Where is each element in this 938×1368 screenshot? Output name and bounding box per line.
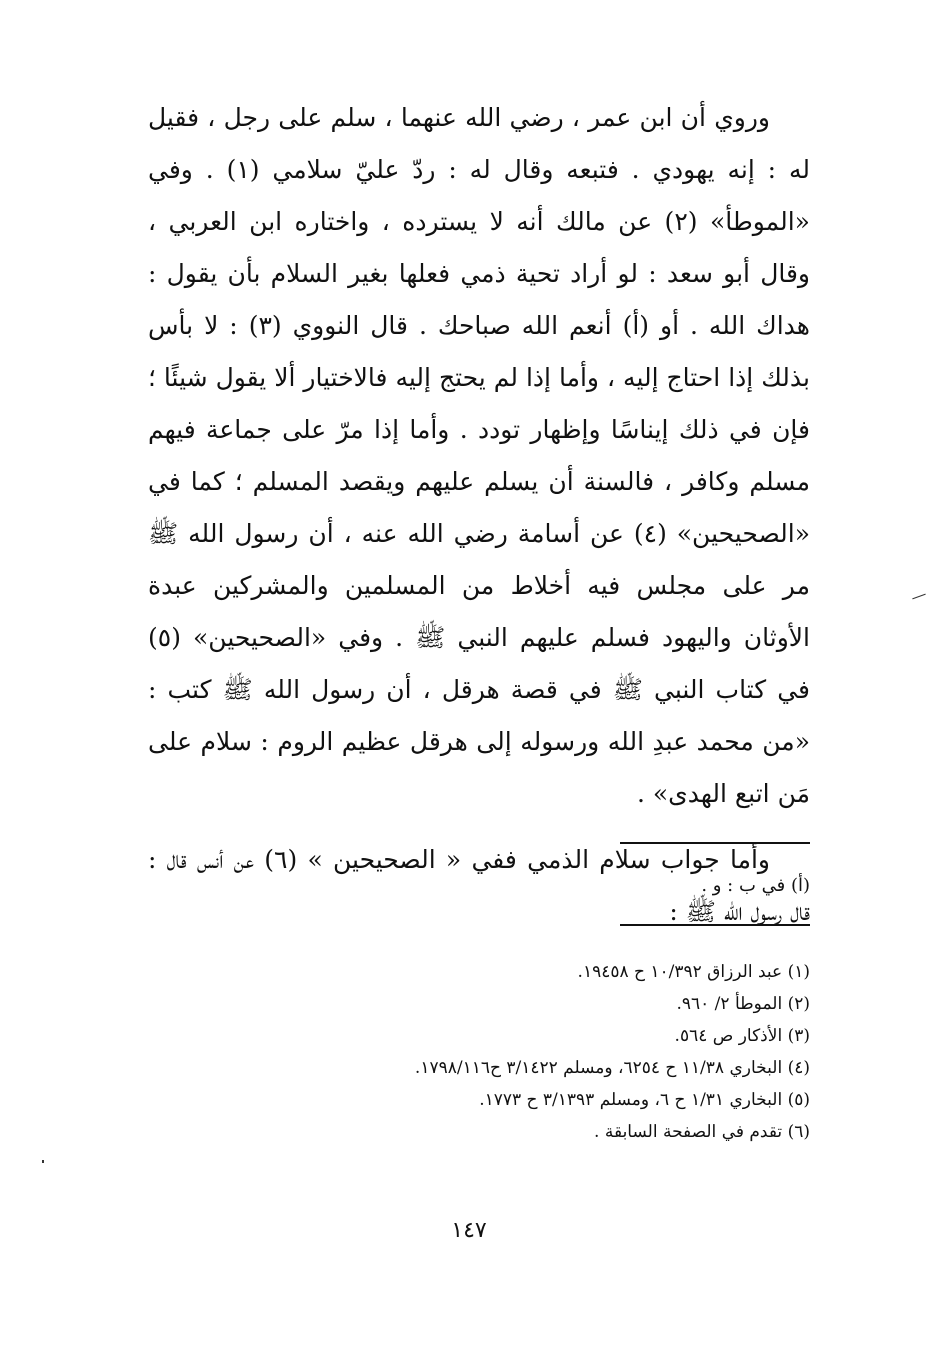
footnotes-list <box>250 956 810 1148</box>
footnote-item: (٦) تقدم في الصفحة السابقة . <box>594 1122 810 1142</box>
footnote-separator <box>620 924 810 926</box>
page-number: ١٤٧ <box>451 1218 487 1243</box>
scan-mark <box>912 594 925 600</box>
footnote-item: (٣) الأذكار ص ٥٦٤. <box>674 1026 810 1046</box>
main-text <box>148 92 810 938</box>
variant-note: (أ) في ب : و . <box>701 875 810 896</box>
footnote-item: (١) عبد الرزاق ١٠/٣٩٢ ح ١٩٤٥٨. <box>577 962 810 982</box>
scan-mark <box>42 1160 44 1163</box>
paragraph-1: وروي أن ابن عمر ، رضي الله عنهما ، سلم على رجل ، فقيل له : إنه يهودي . فتبعه وقال له : ردّ عليّ سلامي (١) . وفي «الموطأ» (٢) عن مالك أنه لا يسترده ، واختاره ابن العربي ، وقال أبو سعد : لو أراد تحية ذمي فعلها بغير السلام بأن يقول : هداك الله . أو (أ) أنعم الله صباحك . قال النووي (٣) : لا بأس بذلك إذا احتاج إليه ، وأما إذا لم يحتج إليه فالاختيار ألا يقول شيئًا ؛ فإن في ذلك إيناسًا وإظهار تودد . وأما إذا مرّ على جماعة فيهم مسلم وكافر ، فالسنة أن يسلم عليهم ويقصد المسلم ؛ كما في «الصحيحين» (٤) عن أسامة رضي الله عنه ، أن رسول الله ﷺ مر على مجلس فيه أخلاط من المسلمين والمشركين عبدة الأوثان واليهود فسلم عليهم النبي ﷺ . وفي «الصحيحين» (٥) في كتاب النبي ﷺ في قصة هرقل ، أن رسول الله ﷺ كتب : «من محمد عبدِ الله ورسوله إلى هرقل عظيم الروم : سلام على مَن اتبع الهدى» . <box>148 103 810 808</box>
variant-separator <box>620 842 810 844</box>
paragraph-2: وأما جواب سلام الذمي ففي « الصحيحين » (٦) عن أنس قال : قال رسول الله ﷺ : <box>148 845 810 926</box>
footnote-item: (٥) البخاري ١/٣١ ح ٦، ومسلم ٣/١٣٩٣ ح ١٧٧٣. <box>479 1090 810 1110</box>
footnote-item: (٢) الموطأ ٢/ ٩٦٠. <box>676 994 810 1014</box>
footnote-item: (٤) البخاري ١١/٣٨ ح ٦٢٥٤، ومسلم ٣/١٤٢٢ ح١٧٩٨/١١٦. <box>414 1058 810 1078</box>
